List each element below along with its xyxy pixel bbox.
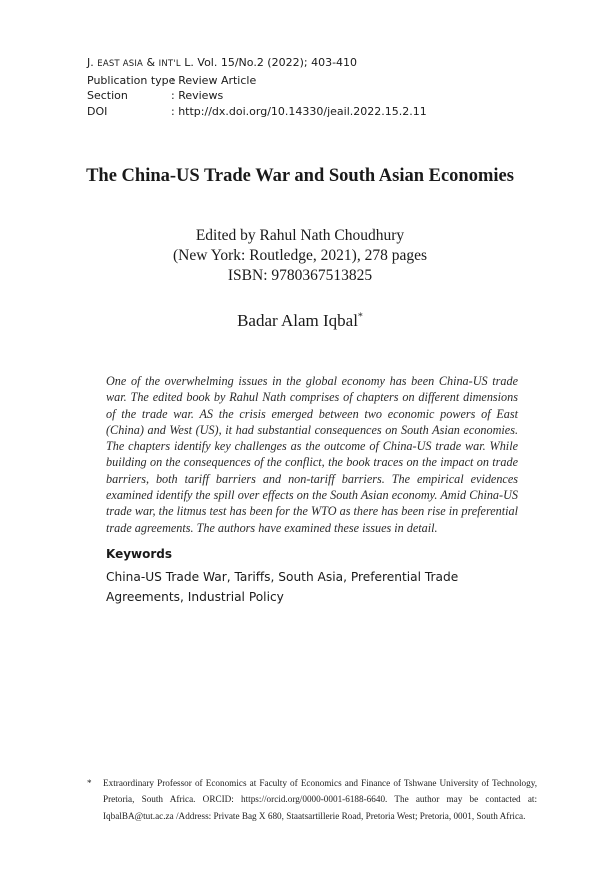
article-title: The China-US Trade War and South Asian Economies bbox=[86, 166, 514, 186]
publication-type-value: : Review Article bbox=[171, 73, 257, 87]
section-value: : Reviews bbox=[171, 89, 224, 102]
footnote-text: Extraordinary Professor of Economics at Faculty of Economics and Finance of Tshwane University of Technology, Pretoria, South Africa. ORCID: https://orcid.org/0000-0001-6188-6640. The author may be contacted at: IqbalBA@tut.ac.za /Address: Private Bag X 680, Staatsartillerie Road, Pretoria West; Pretoria, 0001, South Africa. bbox=[103, 778, 537, 821]
author-name: Badar Alam Iqbal bbox=[237, 311, 358, 330]
journal-name-intl: INT'L bbox=[158, 59, 181, 69]
editor-line: Edited by Rahul Nath Choudhury bbox=[195, 227, 405, 244]
section-label: Section bbox=[87, 89, 128, 102]
author-byline bbox=[0, 311, 600, 331]
isbn-line: ISBN: 9780367513825 bbox=[227, 267, 373, 284]
doi-row bbox=[87, 104, 427, 120]
abstract: One of the overwhelming issues in the global economy has been China-US trade war. The edited book by Rahul Nath comprises of chapters on different dimensions of the trade war. AS the crisis emerged between two economic powers of East (China) and West (US), it had substantial consequences on South Asian economies. The chapters identify key challenges as the outcome of China-US trade war. While building on the consequences of the conflict, the book traces on the impact on trade barriers, both tariff barriers and non-tariff barriers. The empirical evidences examined identify the spill over effects on the South Asian economy. Amid China-US trade war, the litmus test has been for the WTO as there has been rise in preferential trade agreements. The authors have examined these issues in detail. bbox=[106, 374, 518, 535]
publication-type-label: Publication type bbox=[87, 73, 176, 87]
doi-label: DOI bbox=[87, 104, 108, 118]
footnote-mark: * bbox=[87, 778, 92, 788]
journal-citation: J. EAST ASIA & INT'L L. Vol. 15/No.2 (2022); 403-410 bbox=[87, 56, 358, 69]
author-footnote-mark[interactable]: * bbox=[357, 311, 363, 323]
keywords-heading: Keywords bbox=[106, 547, 173, 561]
author-footnote bbox=[87, 775, 537, 824]
journal-name-east-asia: EAST ASIA bbox=[97, 59, 144, 69]
keywords-list: China-US Trade War, Tariffs, South Asia, Preferential Trade Agreements, Industrial Policy bbox=[106, 570, 459, 604]
article-metadata bbox=[87, 55, 427, 119]
publisher-line: (New York: Routledge, 2021), 278 pages bbox=[172, 247, 427, 264]
publication-type-row bbox=[87, 73, 427, 89]
doi-link[interactable]: : http://dx.doi.org/10.14330/jeail.2022.15.2.11 bbox=[171, 104, 427, 118]
book-info bbox=[0, 226, 600, 286]
section-row bbox=[87, 88, 427, 104]
